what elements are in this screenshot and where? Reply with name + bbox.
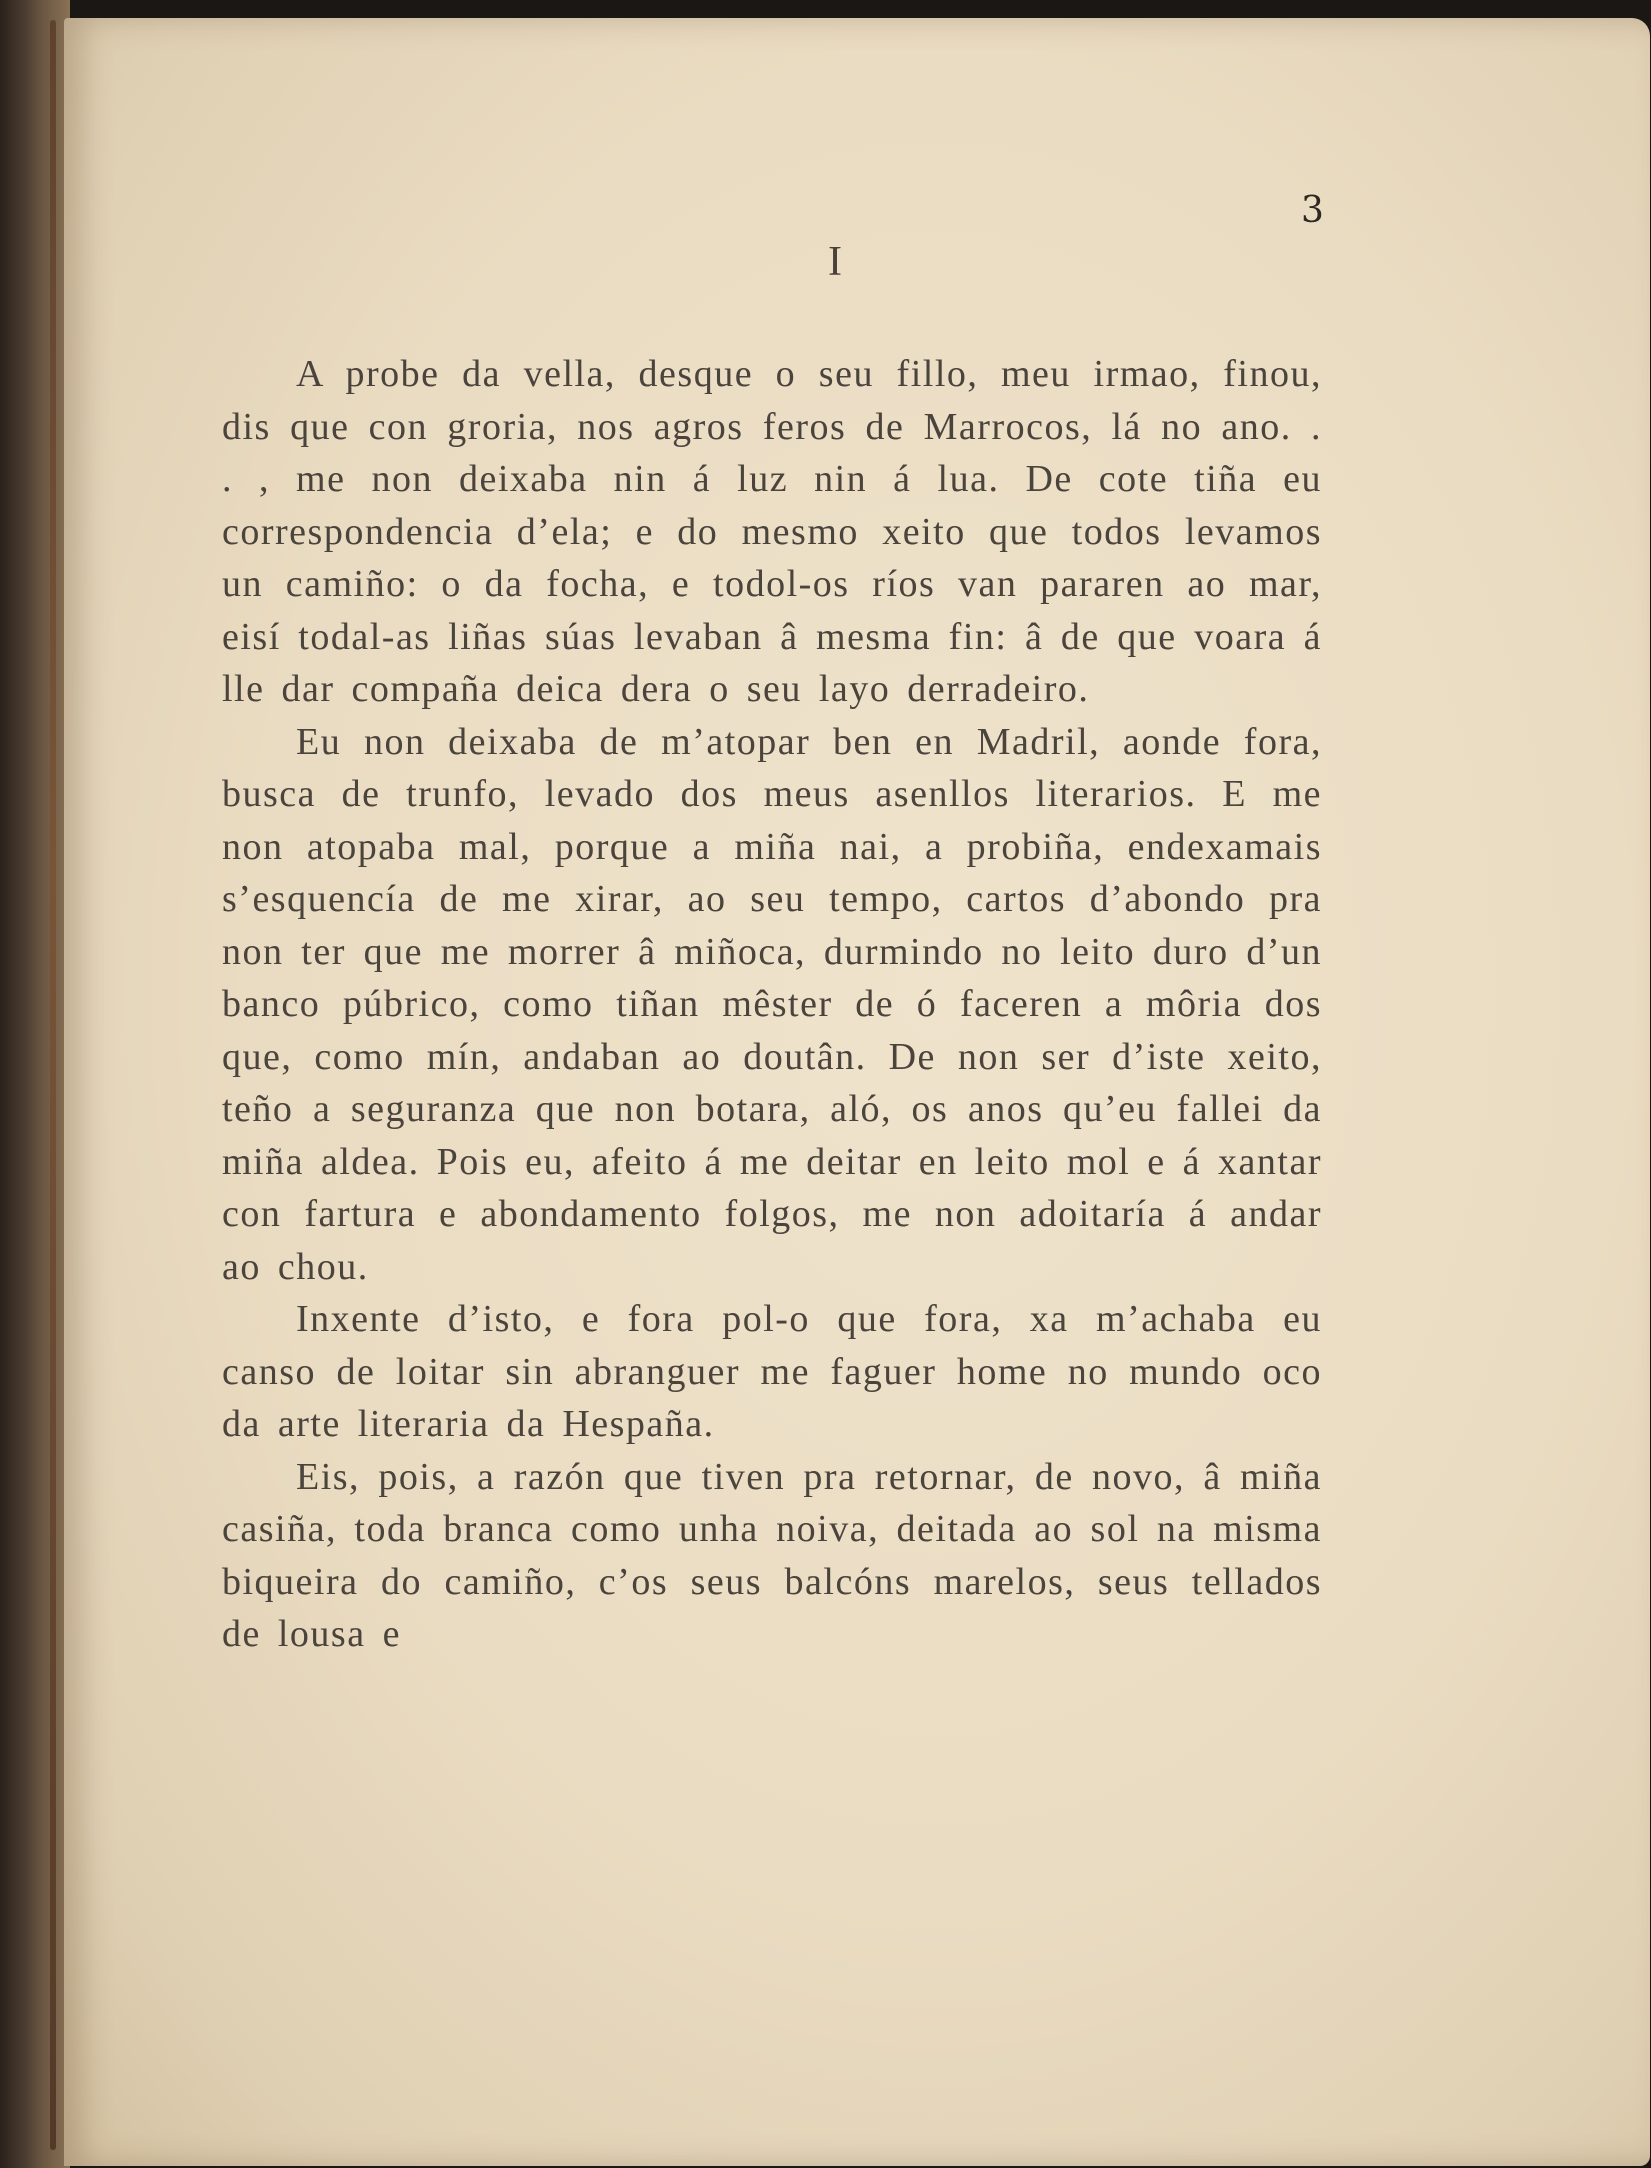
book-spine <box>50 20 56 2150</box>
body-text <box>222 348 1322 1661</box>
paragraph: A probe da vella, desque o seu fillo, meu irmao, finou, dis que con groria, nos agros feros de Marrocos, lá no ano. . . , me non deixaba nin á luz nin á lua. De cote tiña eu correspondencia d’ela; e do mesmo xeito que todos levamos un camiño: o da focha, e todol-os ríos van pararen ao mar, eisí todal-as liñas súas levaban â mesma fin: â de que voara á lle dar compaña deica dera o seu layo derradeiro. <box>222 353 1322 710</box>
paragraph: Eu non deixaba de m’atopar ben en Madril, aonde fora, busca de trunfo, levado dos meus asenllos literarios. E me non atopaba mal, porque a miña nai, a probiña, endexamais s’esquencía de me xirar, ao seu tempo, cartos d’abondo pra non ter que me morrer â miñoca, durmindo no leito duro d’un banco púbrico, como tiñan mêster de ó faceren a môria dos que, como mín, andaban ao doutân. De non ser d’iste xeito, teño a seguranza que non botara, aló, os anos qu’eu fallei da miña aldea. Pois eu, afeito á me deitar en leito mol e á xantar con fartura e abondamento folgos, me non adoitaría á andar ao chou. <box>222 720 1322 1288</box>
left-page-edge <box>0 0 70 2168</box>
paragraph: Inxente d’isto, e fora pol-o que fora, xa m’achaba eu canso de loitar sin abranguer me faguer home no mundo oco da arte literaria da Hespaña. <box>222 1298 1322 1445</box>
page-number: 3 <box>1301 190 1324 231</box>
paragraph: Eis, pois, a razón que tiven pra retornar, de novo, â miña casiña, toda branca como unha noiva, deitada ao sol na misma biqueira do camiño, c’os seus balcóns marelos, seus tellados de lousa e <box>222 1455 1322 1655</box>
chapter-heading: I <box>828 239 842 285</box>
